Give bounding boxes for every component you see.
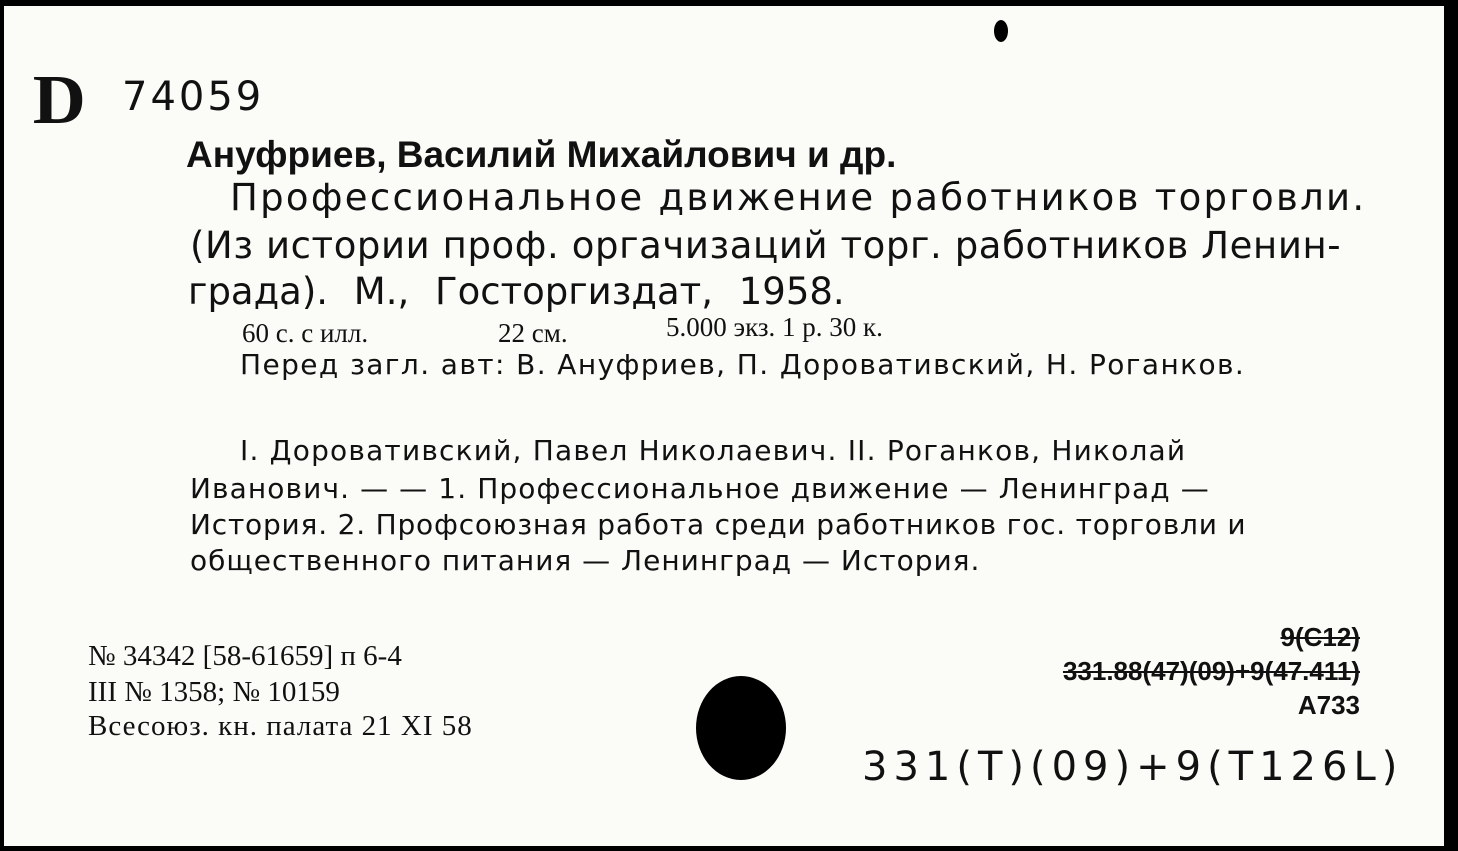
collation-pages: 60 с. с илл. — [242, 318, 369, 348]
author-note: Перед загл. авт: В. Ануфриев, П. Доровативский, Н. Роганков. — [240, 348, 1246, 381]
tracing-line-4: общественного питания — Ленинград — История. — [190, 544, 981, 577]
punch-hole — [696, 676, 786, 780]
class-code-3: А733 — [1297, 690, 1360, 720]
tracing-line-1: I. Доровативский, Павел Николаевич. II. Роганков, Николай — [240, 434, 1187, 467]
collation-copies: 5.000 экз. 1 р. 30 к. — [666, 312, 883, 342]
tracing-line-3: История. 2. Профсоюзная работа среди работников гос. торговли и — [190, 508, 1247, 541]
title-line-2: (Из истории проф. оргачизаций торг. работников Ленин- — [190, 224, 1342, 267]
punch-dot-small — [994, 20, 1008, 42]
title-line-1: Профессиональное движение работников торговли. — [230, 176, 1367, 219]
class-code-1: 9(С12) — [1280, 622, 1360, 652]
tracing-line-2: Иванович. — — 1. Профессиональное движение — Ленинград — — [190, 472, 1210, 505]
class-code-2: 331.88(47)(09)+9(47.411) — [1062, 656, 1360, 686]
collation-size: 22 см. — [498, 318, 568, 348]
title-line-3: града). М., Госторгиздат, 1958. — [188, 270, 845, 313]
stamp-letter: D — [32, 62, 86, 139]
registry-line-3: Всесоюз. кн. палата 21 XI 58 — [88, 710, 473, 742]
registry-line-1: № 34342 [58-61659] п 6-4 — [88, 640, 402, 672]
handwritten-code: 331(Т)(09)+9(Т126L) — [862, 744, 1404, 790]
catalog-card — [4, 6, 1444, 846]
stamp-number: 74059 — [122, 74, 265, 120]
author-heading: Ануфриев, Василий Михайлович и др. — [186, 134, 897, 175]
registry-line-2: III № 1358; № 10159 — [88, 676, 340, 708]
